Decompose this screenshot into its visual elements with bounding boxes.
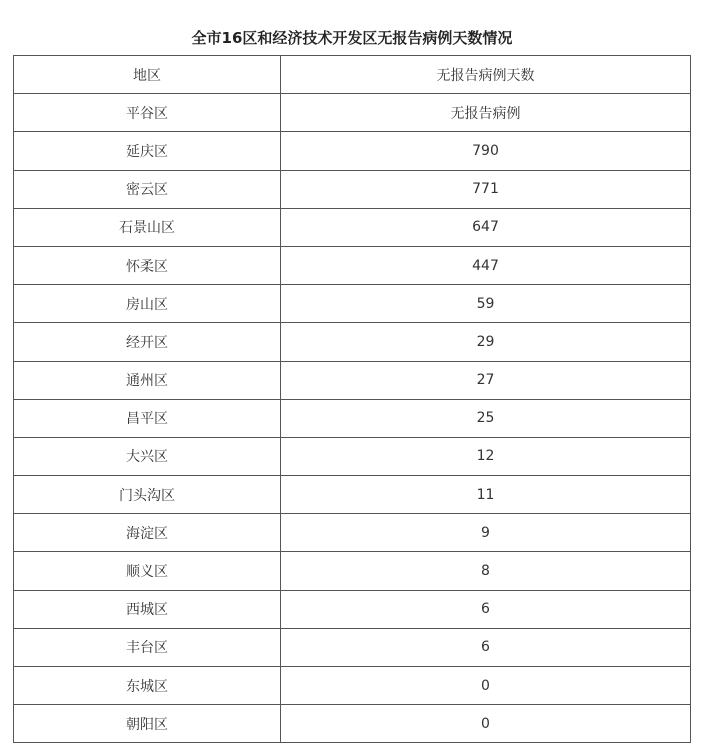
district-cell: 密云区 [14,170,281,208]
table-row [14,476,691,514]
table-header-row [14,56,691,94]
table-row [14,132,691,170]
district-cell: 石景山区 [14,208,281,246]
table-row [14,628,691,666]
column-header-days: 无报告病例天数 [281,56,691,94]
days-cell: 29 [281,323,691,361]
table-row [14,285,691,323]
district-cell: 门头沟区 [14,476,281,514]
days-cell: 12 [281,437,691,475]
district-cell: 丰台区 [14,628,281,666]
table-row [14,94,691,132]
table-row [14,361,691,399]
district-cell: 顺义区 [14,552,281,590]
district-cell: 海淀区 [14,514,281,552]
district-cell: 通州区 [14,361,281,399]
days-cell: 25 [281,399,691,437]
days-cell: 6 [281,628,691,666]
table-row [14,514,691,552]
days-cell: 8 [281,552,691,590]
days-cell: 11 [281,476,691,514]
days-cell: 790 [281,132,691,170]
district-cell: 怀柔区 [14,246,281,284]
days-cell: 6 [281,590,691,628]
days-cell: 771 [281,170,691,208]
days-cell: 59 [281,285,691,323]
district-cell: 西城区 [14,590,281,628]
table-row [14,705,691,743]
district-cell: 平谷区 [14,94,281,132]
district-cell: 延庆区 [14,132,281,170]
days-cell: 27 [281,361,691,399]
table-row [14,552,691,590]
table-row [14,246,691,284]
table-row [14,590,691,628]
table-row [14,323,691,361]
column-header-district: 地区 [14,56,281,94]
days-cell: 0 [281,705,691,743]
page-title: 全市16区和经济技术开发区无报告病例天数情况 [191,29,513,47]
district-cell: 经开区 [14,323,281,361]
district-cell: 房山区 [14,285,281,323]
table-row [14,667,691,705]
days-cell: 无报告病例 [281,94,691,132]
days-cell: 0 [281,667,691,705]
district-cell: 大兴区 [14,437,281,475]
district-cell: 朝阳区 [14,705,281,743]
days-cell: 9 [281,514,691,552]
district-cell: 昌平区 [14,399,281,437]
district-cell: 东城区 [14,667,281,705]
days-cell: 647 [281,208,691,246]
table-row [14,208,691,246]
table-row [14,399,691,437]
days-cell: 447 [281,246,691,284]
table-row [14,437,691,475]
table-row [14,170,691,208]
table-body [14,56,691,743]
data-table [13,55,691,743]
